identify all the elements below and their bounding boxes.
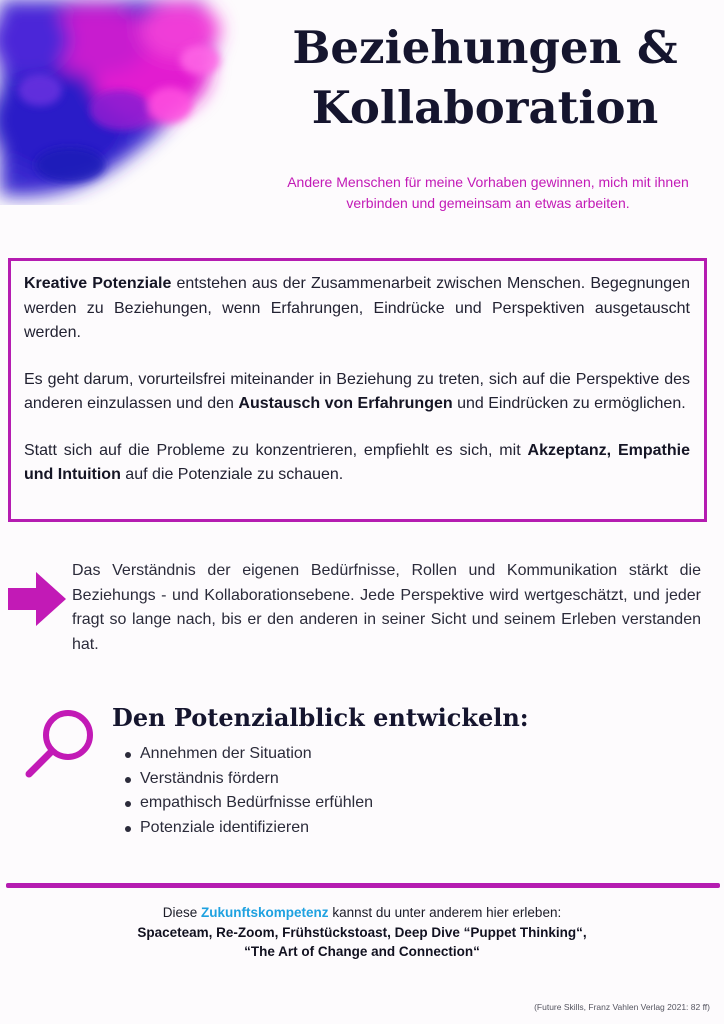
arrow-paragraph: Das Verständnis der eigenen Bedürfnisse, Rollen und Kommunikation stärkt die Beziehungs - und Kollaborationsebene. Jede Perspektive wird wertgeschätzt, und jeder fragt so lange nach, bis er den anderen in seiner Sicht und seinem Erleben verstanden hat. bbox=[72, 562, 701, 653]
highlight-acceptance: Akzeptanz, Empathie und Intuition bbox=[24, 441, 691, 483]
future-skill-label: Zukunftskompetenz bbox=[201, 905, 329, 920]
info-paragraph-2 bbox=[24, 368, 690, 417]
divider bbox=[6, 883, 720, 888]
info-paragraph-3-end: auf die Potenziale zu schauen. bbox=[120, 466, 344, 483]
potential-list bbox=[122, 742, 373, 840]
citation: (Future Skills, Franz Vahlen Verlag 2021: 82 ff) bbox=[534, 1002, 710, 1012]
info-paragraph-2-start: Es geht darum, vorurteilsfrei miteinander in Beziehung zu treten, sich auf die Perspektive des anderen einzulassen und den bbox=[24, 370, 690, 412]
watercolor-splash bbox=[0, 0, 240, 205]
info-paragraph-1-text: entstehen aus der Zusammenarbeit zwischen Menschen. Begegnungen werden zu Beziehungen, wenn Erfahrungen, Eindrücke und Perspektiven ausgetauscht werden. bbox=[24, 275, 690, 341]
footer-intro-start: Diese bbox=[162, 905, 202, 920]
arrow-right-icon bbox=[8, 572, 66, 626]
magnifier-icon bbox=[22, 703, 102, 783]
highlight-exchange: Austausch von Erfahrungen bbox=[238, 395, 453, 412]
info-paragraph-1 bbox=[24, 272, 690, 346]
list-item: Annehmen der Situation bbox=[122, 742, 373, 767]
footer bbox=[0, 903, 724, 962]
section-heading: Den Potenzialblick entwickeln: bbox=[112, 703, 529, 732]
footer-activities-2: “The Art of Change and Connection“ bbox=[244, 944, 480, 959]
info-box bbox=[8, 258, 707, 522]
highlight-creative-potentials: Kreative Potenziale bbox=[24, 275, 172, 292]
footer-intro-end: kannst du unter anderem hier erleben: bbox=[328, 905, 562, 920]
title-line-2: Kollaboration bbox=[311, 81, 659, 134]
footer-line-1 bbox=[0, 903, 724, 923]
footer-activities-1: Spaceteam, Re-Zoom, Frühstückstoast, Deep Dive “Puppet Thinking“, bbox=[137, 924, 587, 940]
info-paragraph-3-start: Statt sich auf die Probleme zu konzentrieren, empfiehlt es sich, mit bbox=[24, 441, 528, 459]
page-title bbox=[250, 18, 720, 138]
list-item: empathisch Bedürfnisse erfühlen bbox=[122, 791, 373, 816]
list-item: Verständnis fördern bbox=[122, 767, 373, 792]
title-line-1: Beziehungen & bbox=[292, 21, 678, 74]
info-paragraph-2-end: und Eindrücken zu ermöglichen. bbox=[452, 395, 686, 412]
list-item: Potenziale identifizieren bbox=[122, 816, 373, 841]
subtitle: Andere Menschen für meine Vorhaben gewinnen, mich mit ihnen verbinden und gemeinsam an etwas arbeiten. bbox=[287, 174, 689, 211]
info-paragraph-3 bbox=[24, 439, 690, 488]
